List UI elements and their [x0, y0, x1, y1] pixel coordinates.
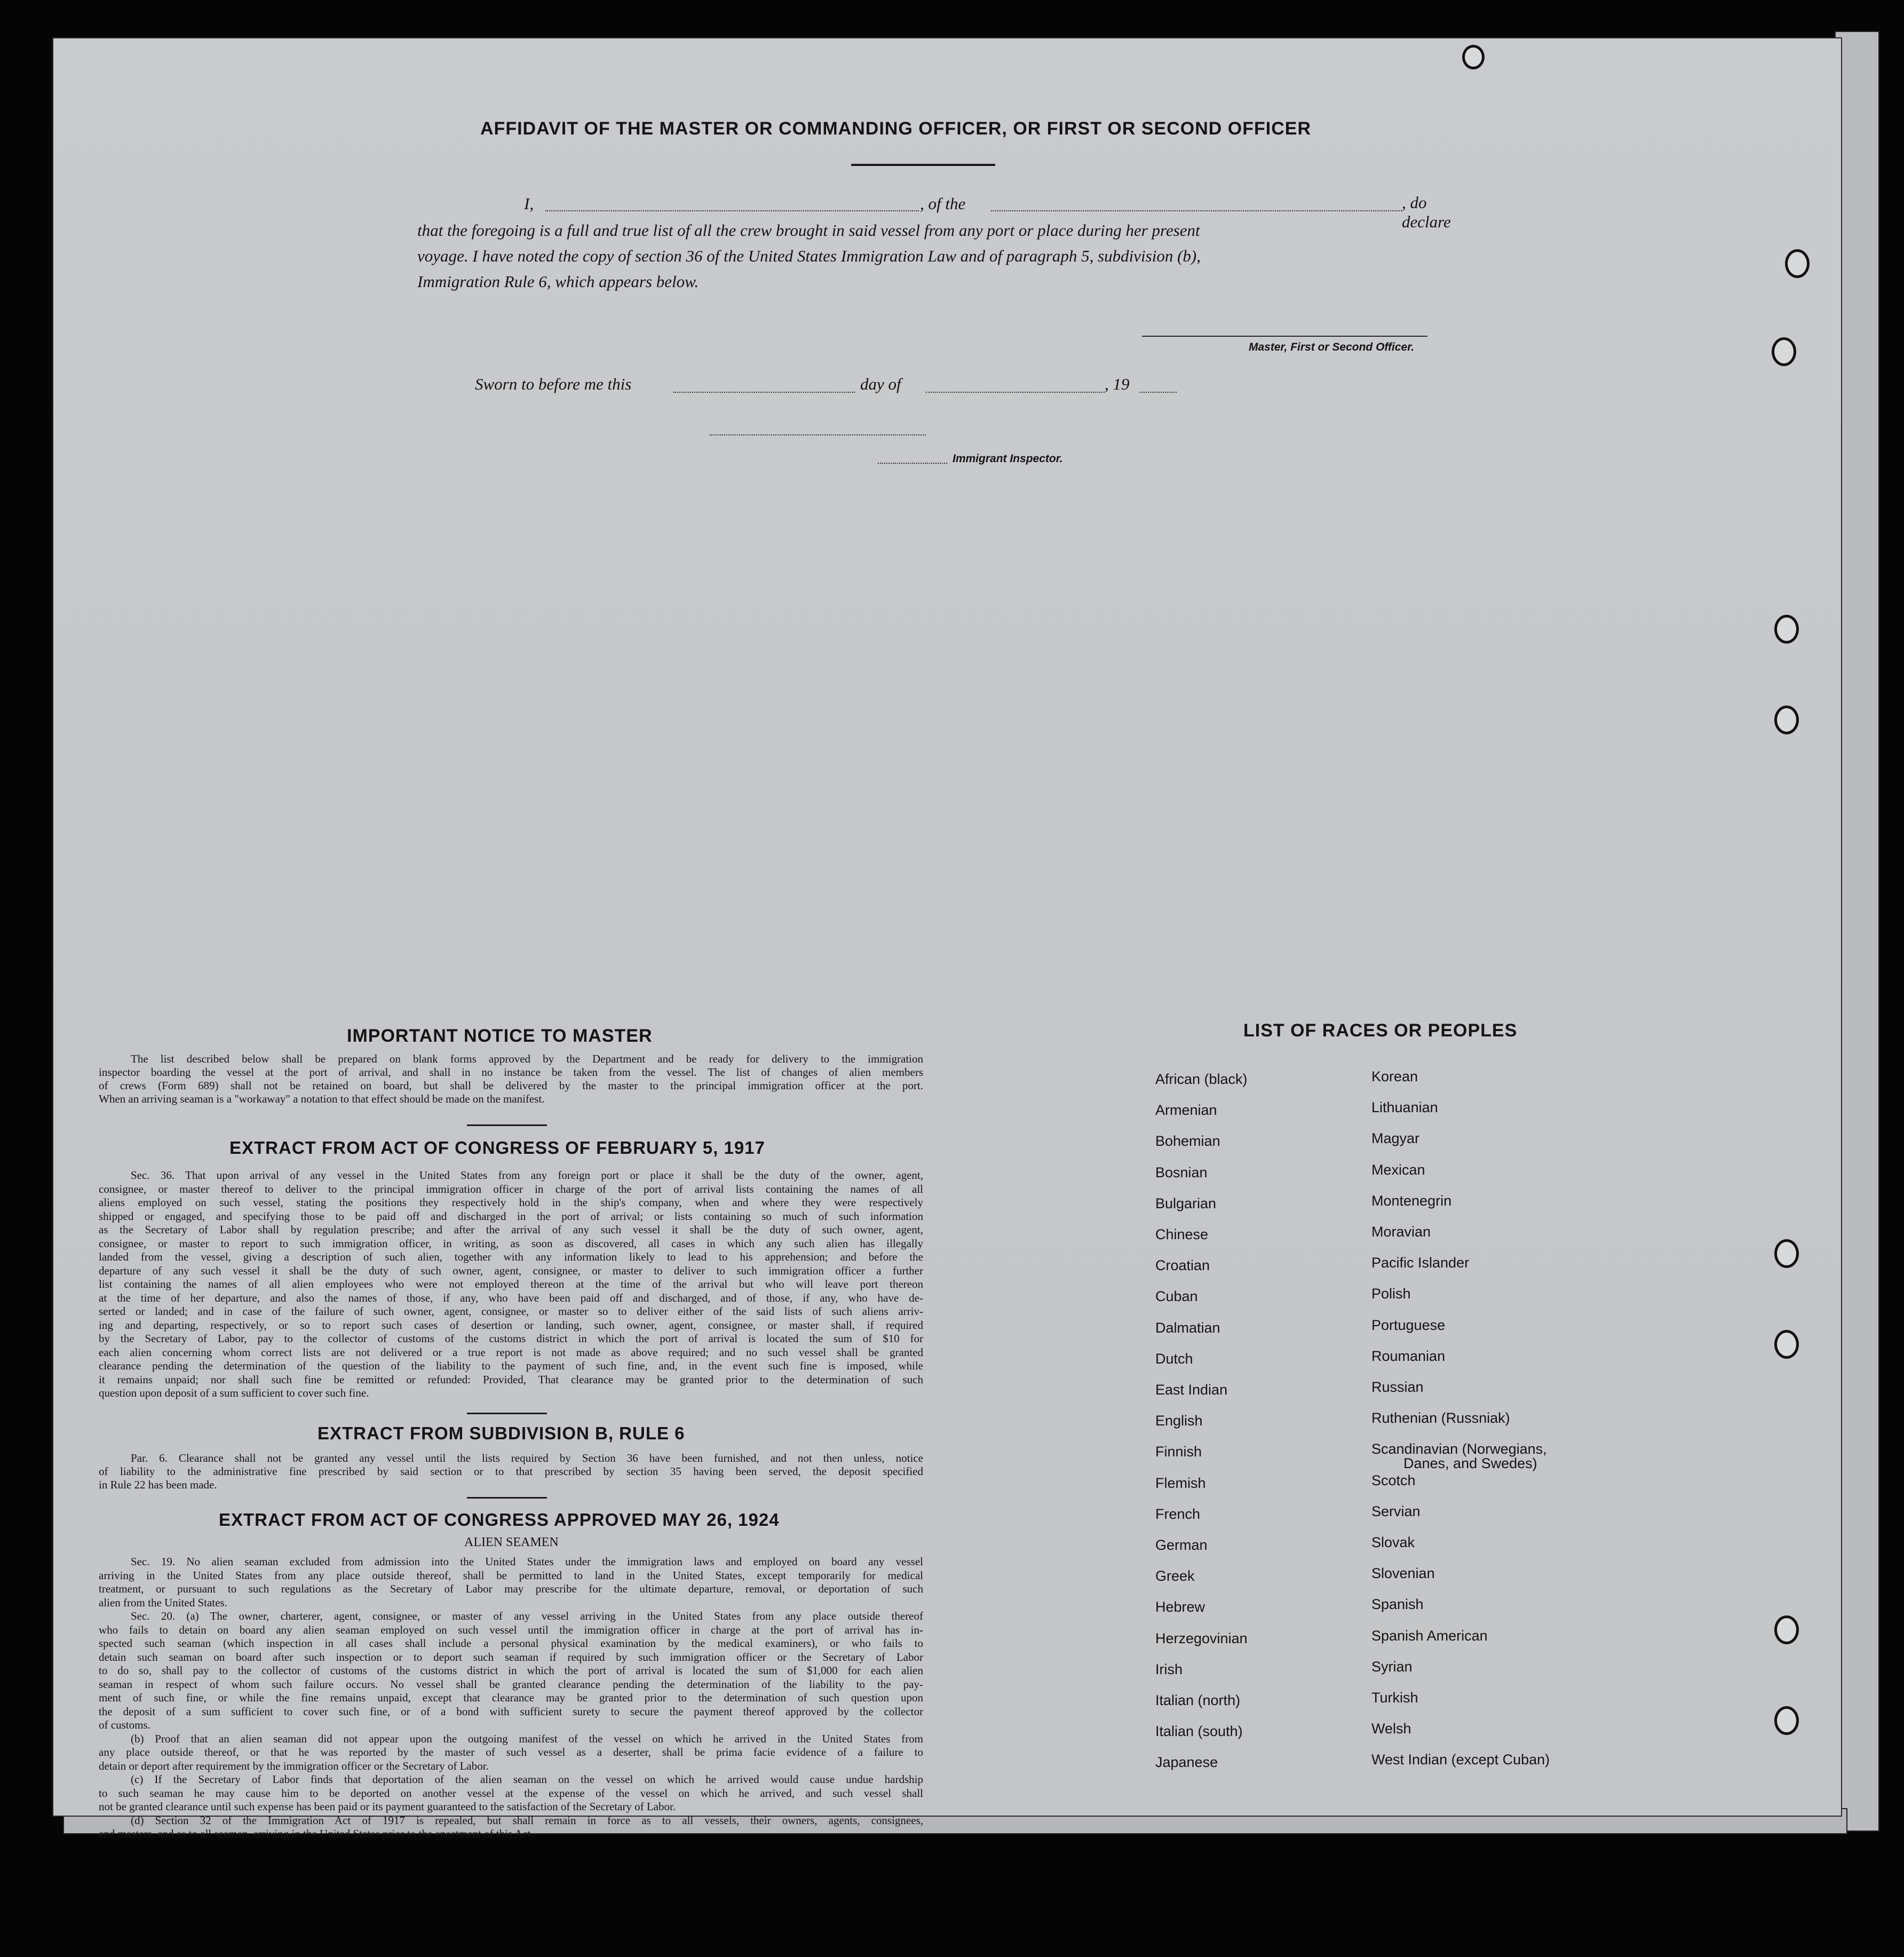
punch-hole: [1785, 249, 1810, 278]
races-right-column: [1371, 1068, 1638, 1813]
race-item: Dutch: [1155, 1351, 1193, 1367]
text-line: detain or deport after requirement by the immigration officer or the Secretary of Labor.: [99, 1759, 489, 1772]
inspector-caption: Immigrant Inspector.: [953, 453, 1063, 465]
label-do-declare: , do declare: [1402, 193, 1451, 231]
text-line: who fails to detain on board any alien seaman employed on such vessel until the immigration officer in charge at the port of arrival has in-: [99, 1623, 923, 1636]
affidavit-line3: voyage. I have noted the copy of section 36 of the United States Immigration Law and of paragraph 5, subdivision (b),: [417, 247, 1201, 265]
vessel-blank: [991, 210, 1402, 211]
divider: [851, 164, 995, 166]
punch-hole: [1774, 1330, 1799, 1359]
divider: [467, 1124, 547, 1126]
race-item: Japanese: [1155, 1754, 1218, 1770]
punch-hole: [1462, 45, 1485, 69]
race-item: Servian: [1371, 1503, 1421, 1519]
race-item: Mexican: [1371, 1162, 1425, 1178]
text-line: in Rule 22 has been made.: [99, 1478, 217, 1491]
label-of-the: , of the: [920, 194, 966, 213]
text-line: Sec. 20. (a) The owner, charterer, agent, consignee, or master of any vessel arriving in the United States from any place outside thereof: [131, 1610, 923, 1622]
text-line: shipped or engaged, and specifying those to be paid off and discharged in the port of arrival; or lists containing so much of such information: [99, 1209, 923, 1223]
race-item: English: [1155, 1413, 1203, 1429]
race-item: Herzegovinian: [1155, 1630, 1248, 1646]
punch-hole: [1774, 615, 1799, 644]
race-item: African (black): [1155, 1071, 1248, 1087]
race-item: Greek: [1155, 1568, 1195, 1584]
text-line: the deposit of a sum sufficient to cover such fine, or of a bond with sufficient surety to secure the payment thereof approved by the collector: [99, 1705, 923, 1718]
text-line: consignee, or master thereof to deliver to the principal immigration officer in charge of the port of arrival lists containing the names of all: [99, 1182, 923, 1195]
text-line: question upon deposit of a sum sufficient to cover such fine.: [99, 1386, 369, 1399]
race-item: Welsh: [1371, 1721, 1411, 1737]
race-item: Scotch: [1371, 1472, 1416, 1488]
text-line: (c) If the Secretary of Labor finds that deportation of the alien seaman on the vessel on which he arrived would cause undue hardship: [131, 1773, 923, 1786]
sworn-prefix: Sworn to before me this: [475, 375, 632, 393]
text-line: When an arriving seaman is a "workaway" a notation to that effect should be made on the manifest.: [99, 1092, 545, 1105]
master-signature-line: [1142, 336, 1427, 337]
text-line: at the time of her departure, and also the names of those, if any, who have been paid off and discharged, and of those, if any, who have de-: [99, 1291, 923, 1304]
affidavit-line4: Immigration Rule 6, which appears below.: [417, 272, 699, 291]
punch-hole: [1772, 337, 1796, 366]
race-item: Montenegrin: [1371, 1193, 1452, 1209]
text-line: and masters, and as to all seamen, arriving in the United States prior to the enactment of this Act.: [99, 1827, 534, 1840]
text-line: ment of such fine, or while the fine remains unpaid, except that clearance may be granted prior to the determination of such question upon: [99, 1691, 923, 1704]
race-item: Magyar: [1371, 1130, 1420, 1146]
text-line: inspector boarding the vessel at the port of arrival, and shall in no instance be taken from the vessel. The list of changes of alien members: [99, 1066, 923, 1079]
text-line: Par. 6. Clearance shall not be granted any vessel until the lists required by Section 36 have been furnished, and not then unless, notice: [131, 1452, 923, 1464]
race-item: Ruthenian (Russniak): [1371, 1410, 1510, 1426]
text-line: clearance pending the determination of the question of the liability to the payment of such fine, and, in the event such fine is imposed, while: [99, 1359, 923, 1372]
races-title: LIST OF RACES OR PEOPLES: [1243, 1020, 1518, 1041]
extract-1917-title: EXTRACT FROM ACT OF CONGRESS OF FEBRUARY 5, 1917: [229, 1138, 765, 1158]
punch-hole: [1774, 1615, 1799, 1644]
name-blank: [545, 210, 919, 211]
race-item: Polish: [1371, 1286, 1411, 1302]
affidavit-line2: that the foregoing is a full and true list of all the crew brought in said vessel from any port or place during her present: [417, 221, 1200, 240]
race-item: Flemish: [1155, 1475, 1206, 1491]
text-line: spected such seaman (which inspection in all cases shall include a personal physical examination by the medical examiners), or who fails to: [99, 1637, 923, 1650]
race-item: Slovak: [1371, 1534, 1415, 1550]
race-item: Portuguese: [1371, 1317, 1446, 1333]
underlying-page-edge: [1836, 32, 1878, 1831]
race-item: Pacific Islander: [1371, 1255, 1470, 1271]
text-line: treatment, or pursuant to such regulations as the Secretary of Labor may prescribe for the ultimate departure, removal, or deportation of such: [99, 1582, 923, 1595]
inspector-signature-line: [710, 434, 926, 435]
race-item: Italian (north): [1155, 1692, 1241, 1708]
race-item: Spanish American: [1371, 1628, 1488, 1644]
race-item: Bohemian: [1155, 1133, 1220, 1149]
race-item: East Indian: [1155, 1382, 1228, 1398]
race-item: West Indian (except Cuban): [1371, 1752, 1550, 1768]
race-item: Armenian: [1155, 1102, 1217, 1118]
race-item: French: [1155, 1506, 1201, 1522]
text-line: departure of any such vessel it shall be the duty of such owner, agent, consignee, or master to deliver to such immigration officer a further: [99, 1264, 923, 1277]
text-line: aliens employed on such vessel, stating the positions they respectively hold in the ship's company, when and where they were respectively: [99, 1196, 923, 1209]
text-line: any place outside thereof, or that he was reported by the master of such vessel as a deserter, shall be prima facie evidence of a failure to: [99, 1746, 923, 1758]
text-line: to do so, shall pay to the collector of customs of the customs district in which the port of arrival is located the sum of $1,000 for each alien: [99, 1664, 923, 1677]
text-line: each alien concerning whom correct lists are not delivered or a true report is not made as above required; and no such vessel shall be granted: [99, 1345, 923, 1359]
text-line: it remains unpaid; nor shall such fine be remitted or refunded: Provided, That clearance may be granted prior to the determination of such: [99, 1373, 923, 1386]
race-item: German: [1155, 1537, 1208, 1553]
extract-1924-subtitle: ALIEN SEAMEN: [464, 1535, 559, 1549]
extract-1924-title: EXTRACT FROM ACT OF CONGRESS APPROVED MAY 26, 1924: [219, 1510, 780, 1530]
race-item: Irish: [1155, 1661, 1183, 1677]
text-line: not be granted clearance until such expense has been paid or its payment guaranteed to the satisfaction of the Secretary of Labor.: [99, 1800, 676, 1813]
race-item: Bulgarian: [1155, 1195, 1217, 1211]
text-line: Sec. 19. No alien seaman excluded from admission into the United States under the immigration laws and employed on board any vessel: [131, 1555, 923, 1568]
text-line: (d) Section 32 of the Immigration Act of 1917 is repealed, but shall remain in force as to all vessels, their owners, agents, consignees,: [131, 1813, 923, 1827]
race-item: Lithuanian: [1371, 1099, 1438, 1115]
sworn-day-blank: [673, 392, 855, 393]
race-item: Croatian: [1155, 1257, 1210, 1273]
extract-rule6-title: EXTRACT FROM SUBDIVISION B, RULE 6: [318, 1423, 685, 1443]
race-item: Italian (south): [1155, 1723, 1243, 1739]
text-line: (b) Proof that an alien seaman did not appear upon the outgoing manifest of the vessel on which he arrived in the United States from: [131, 1732, 923, 1745]
label-i: I,: [524, 194, 534, 213]
text-line: landed from the vessel, giving a description of such alien, together with any information likely to lead to his apprehension; and before the: [99, 1250, 923, 1263]
race-item: Cuban: [1155, 1288, 1198, 1304]
sworn-day-of: day of: [860, 375, 901, 393]
notice-title: IMPORTANT NOTICE TO MASTER: [347, 1026, 653, 1046]
races-left-column: [1155, 1071, 1358, 1813]
race-item: Scandinavian (Norwegians,: [1371, 1441, 1547, 1457]
text-line: list containing the names of all alien employees who were not employed thereon at the time of the arrival but who will leave port thereon: [99, 1278, 923, 1290]
divider: [467, 1497, 547, 1499]
punch-hole: [1774, 1239, 1799, 1268]
race-item: Finnish: [1155, 1444, 1202, 1460]
divider: [467, 1413, 547, 1414]
text-line: as the Secretary of Labor shall by regulation prescribe; and after the arrival of any such vessel it shall be the duty of such owner, agent,: [99, 1223, 923, 1236]
document-page: [53, 38, 1841, 1840]
race-item: Dalmatian: [1155, 1320, 1220, 1336]
race-item: Moravian: [1371, 1224, 1431, 1240]
race-item: Turkish: [1371, 1690, 1418, 1706]
sworn-year-blank: [1139, 392, 1177, 393]
text-line: Sec. 36. That upon arrival of any vessel in the United States from any foreign port or place it shall be the duty of the owner, agent,: [131, 1169, 923, 1182]
race-item: Spanish: [1371, 1596, 1424, 1612]
race-item: Slovenian: [1371, 1565, 1435, 1581]
master-caption: Master, First or Second Officer.: [1249, 341, 1415, 353]
affidavit-title: AFFIDAVIT OF THE MASTER OR COMMANDING OFFICER, OR FIRST OR SECOND OFFICER: [480, 118, 1311, 139]
race-item: Bosnian: [1155, 1164, 1208, 1180]
text-line: to such seaman he may cause him to be deported on another vessel at the expense of the vessel on which he arrived, and such vessel shall: [99, 1786, 923, 1800]
race-item: Danes, and Swedes): [1403, 1455, 1537, 1471]
race-item: Russian: [1371, 1379, 1424, 1395]
race-item: Korean: [1371, 1068, 1418, 1084]
text-line: alien from the United States.: [99, 1596, 227, 1609]
text-line: arriving in the United States from any place outside thereof, shall be permitted to land in the United States, except temporarily for medical: [99, 1568, 923, 1582]
text-line: consignee, or master to report to such immigration officer, in writing, as soon as discovered, all cases in which any such alien has illegally: [99, 1237, 923, 1250]
race-item: Syrian: [1371, 1659, 1413, 1675]
text-line: serted or landed; and in case of the failure of such owner, agent, consignee, or master so to deliver either of the said lists of such aliens arriv-: [99, 1305, 923, 1318]
race-item: Hebrew: [1155, 1599, 1205, 1615]
text-line: seaman in respect of whom such failure occurs. No vessel shall be granted clearance pending the determination of the liability to the pay-: [99, 1677, 923, 1691]
text-line: by the Secretary of Labor, pay to the collector of customs of the customs district in which the port of arrival is located the sum of $10 for: [99, 1332, 923, 1345]
sworn-month-blank: [926, 392, 1105, 393]
text-line: ing and departing, respectively, or so to report such cases of desertion or landing, such owner, agent, consignee, or master shall, if required: [99, 1318, 923, 1332]
punch-hole: [1774, 706, 1799, 734]
inspector-name-blank: [878, 463, 947, 464]
race-item: Chinese: [1155, 1226, 1209, 1242]
text-line: of customs.: [99, 1718, 150, 1731]
race-item: Roumanian: [1371, 1348, 1446, 1364]
text-line: The list described below shall be prepared on blank forms approved by the Department and be ready for delivery to the immigration: [131, 1052, 923, 1065]
text-line: of crews (Form 689) shall not be retained on board, but shall be delivered by the master to the principal immigration officer at the port.: [99, 1079, 923, 1092]
text-line: detain such seaman on board after such inspection or to deport such seaman if required by such immigration officer or the Secretary of Labor: [99, 1650, 923, 1663]
text-line: of liability to the administrative fine prescribed by said section or to that prescribed by section 35 having been served, the deposit specified: [99, 1465, 923, 1478]
punch-hole: [1774, 1706, 1799, 1735]
sworn-year: , 19: [1105, 375, 1130, 393]
